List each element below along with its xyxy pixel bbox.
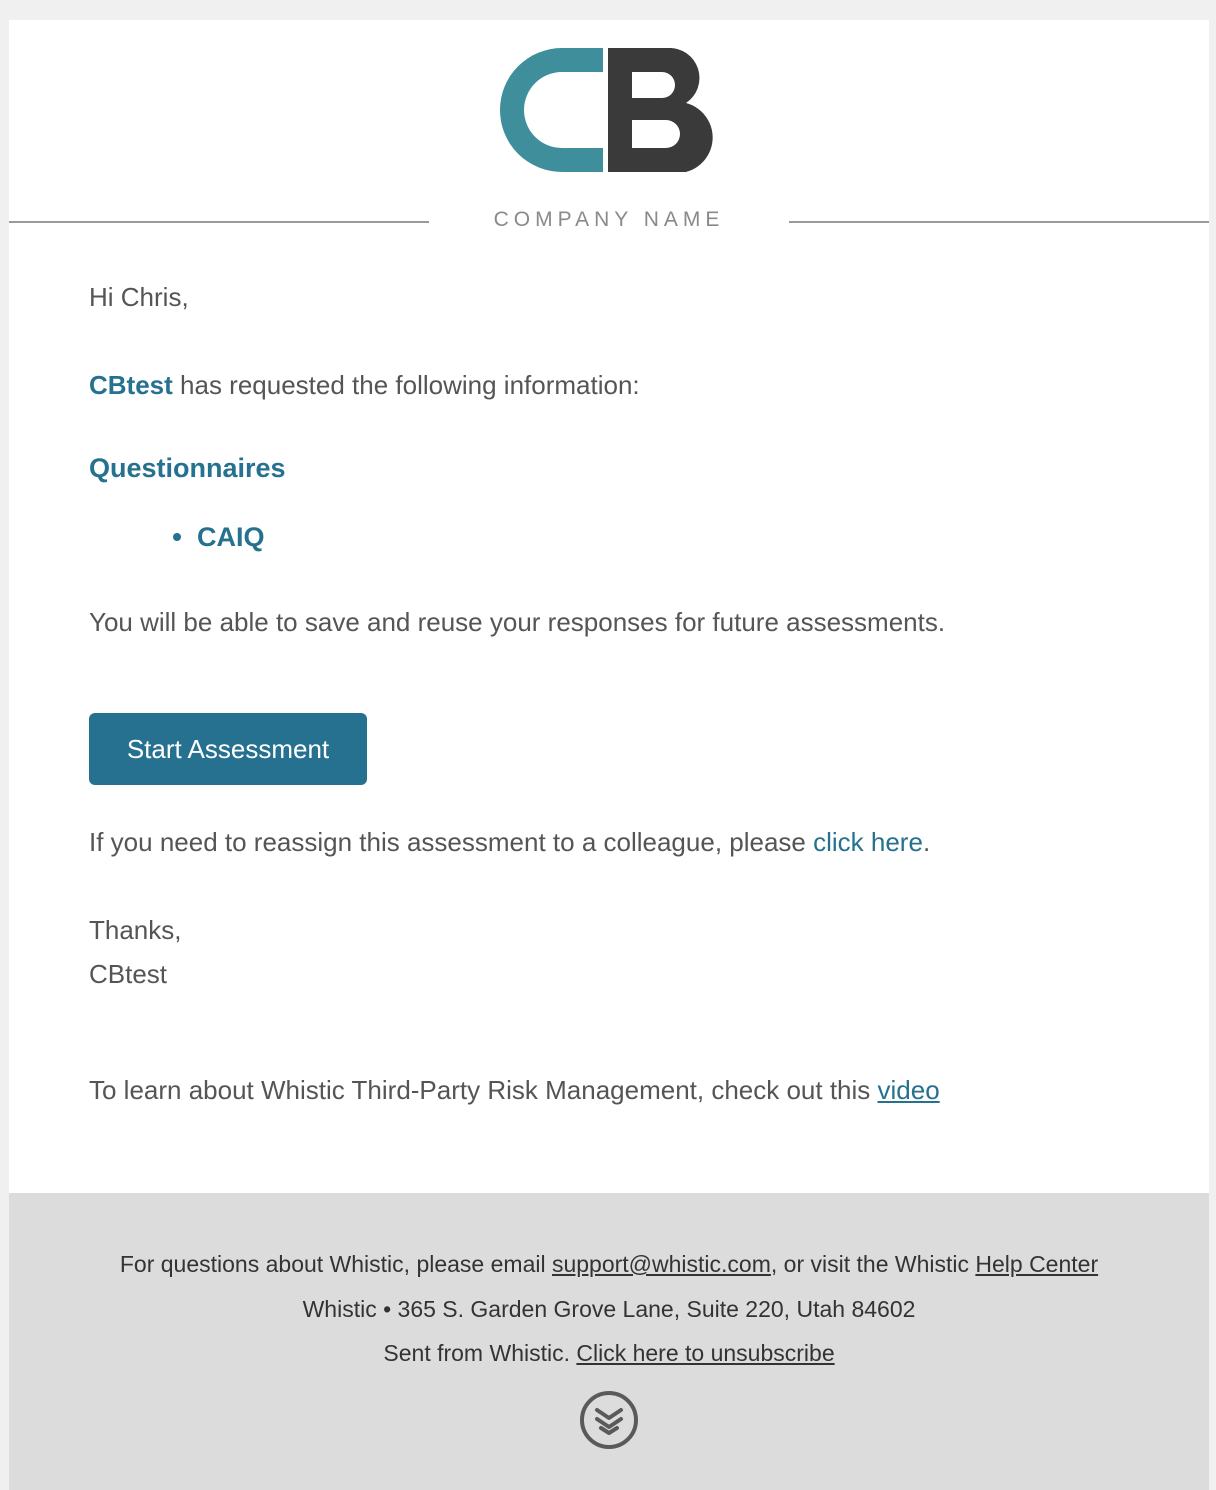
request-text: has requested the following information: xyxy=(172,370,640,400)
footer-address: Whistic • 365 S. Garden Grove Lane, Suite 220, Utah 84602 xyxy=(302,1296,916,1322)
reassign-line xyxy=(89,827,930,858)
reassign-text: If you need to reassign this assessment to a colleague, please xyxy=(89,827,814,857)
help-center-link[interactable]: Help Center xyxy=(975,1251,1099,1277)
footer-sent xyxy=(9,1340,1209,1367)
learn-line xyxy=(89,1075,940,1106)
header-divider-right xyxy=(789,221,1209,223)
requester-name: CBtest xyxy=(89,370,173,400)
learn-text: To learn about Whistic Third-Party Risk Management, check out this xyxy=(89,1075,878,1105)
reassign-link[interactable]: click here xyxy=(813,827,923,857)
request-line xyxy=(89,370,640,401)
footer-questions-mid: , or visit the Whistic xyxy=(770,1251,976,1277)
email-card xyxy=(9,20,1209,1490)
bullet-icon xyxy=(173,533,181,541)
support-email-link[interactable]: support@whistic.com xyxy=(551,1251,771,1277)
start-assessment-button[interactable]: Start Assessment xyxy=(89,713,367,785)
greeting: Hi Chris, xyxy=(89,282,189,312)
unsubscribe-link[interactable]: Click here to unsubscribe xyxy=(576,1340,835,1366)
reassign-end: . xyxy=(922,827,931,857)
reuse-note: You will be able to save and reuse your responses for future assessments. xyxy=(89,607,946,637)
header-logo xyxy=(9,48,1209,231)
footer-questions-text: For questions about Whistic, please email xyxy=(119,1251,552,1277)
company-name: COMPANY NAME xyxy=(493,208,725,231)
header-divider-left xyxy=(9,221,429,223)
video-link[interactable]: video xyxy=(877,1075,940,1105)
footer-sent-text: Sent from Whistic. xyxy=(383,1340,577,1366)
section-title: Questionnaires xyxy=(89,453,286,483)
company-logo-icon xyxy=(500,48,720,172)
signoff: Thanks, xyxy=(89,915,182,945)
list-item-label: CAIQ xyxy=(197,522,265,552)
list-item xyxy=(173,522,265,553)
footer xyxy=(9,1193,1209,1490)
signature: CBtest xyxy=(89,959,168,989)
footer-questions xyxy=(9,1251,1209,1278)
whistic-logo-icon[interactable] xyxy=(579,1390,639,1450)
